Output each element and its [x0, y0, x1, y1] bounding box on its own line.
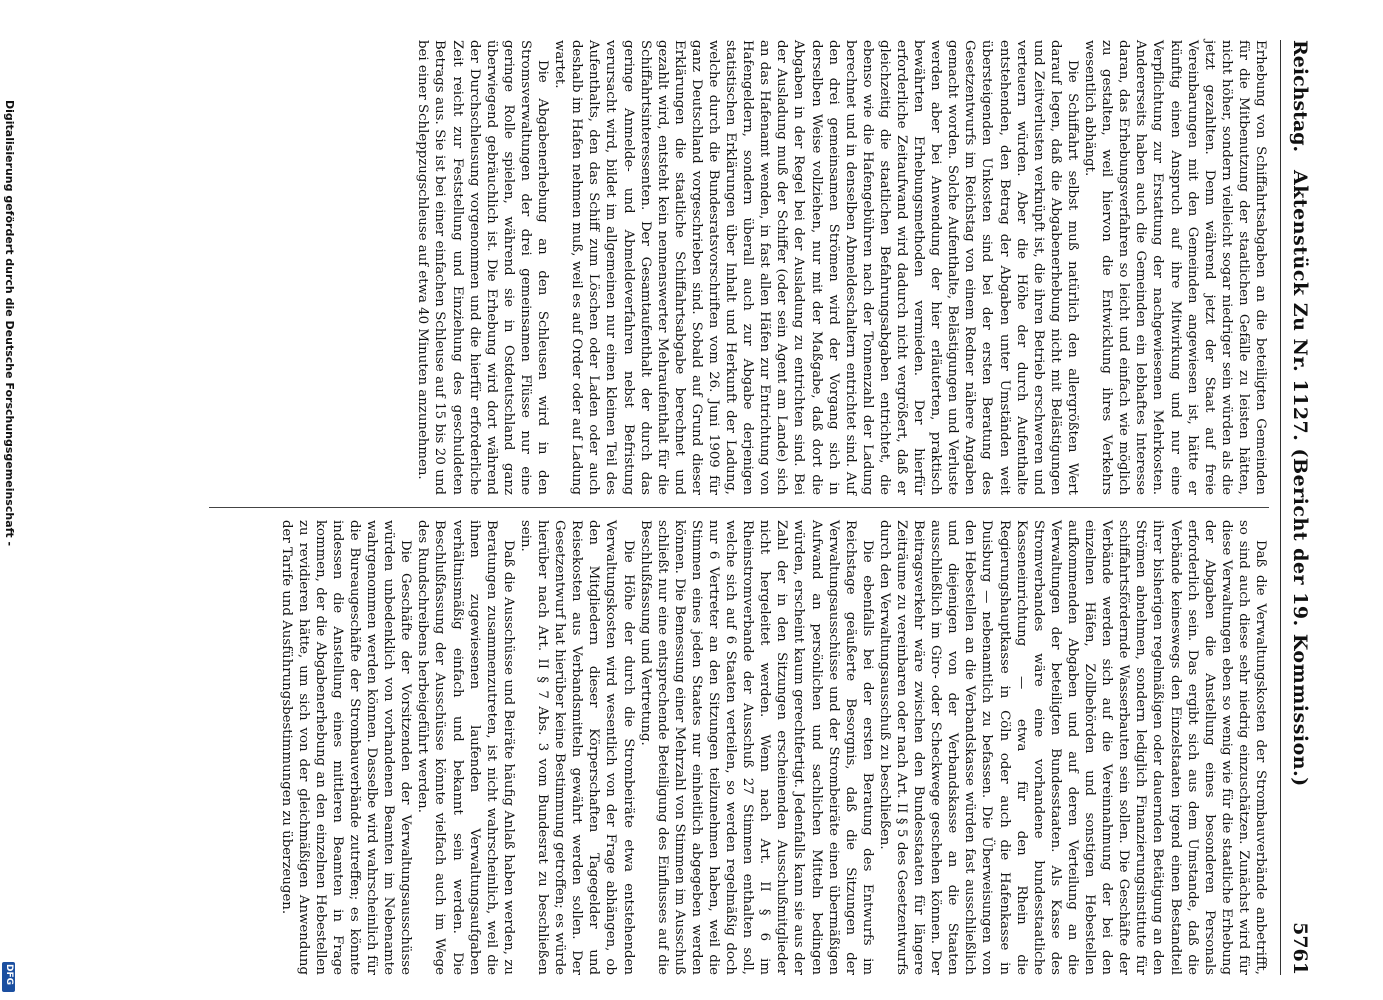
rotated-page: [155, 40, 1315, 975]
digitization-credit: [2, 100, 16, 1000]
header-title: Aktenstück Zu Nr. 1127.: [1289, 170, 1311, 442]
paragraph: Erhebung von Schiffahrtsabgaben an die beteiligten Gemeinden für die Mitbenutzung der staatlichen Gefälle zu leisten hätten, nicht höher, sondern vielleicht sogar niedriger sein würden als die jetzt gezahlten. Denn während jetzt der Staat auf freie Vereinbarungen mit den Gemeinden angewiesen ist, hätte er künftig einen Anspruch auf ihre Mitwirkung und nur eine Verpflichtung zur Erstattung der nachgewiesenen Mehrkosten. Andererseits haben auch die Gemeinden ein lebhaftes Interesse daran, das Erhebungsverfahren so leicht und einfach wie möglich zu gestalten, weil hiervon die Entwicklung ihres Verkehrs wesentlich abhängt.: [1082, 40, 1268, 495]
paragraph: Die Schiffahrt selbst muß natürlich den allergrößten Wert darauf legen, daß die Abgabenerhebung nicht mit Belästigungen und Zeitverlusten verknüpft ist, die ihren Betrieb erschweren und verteuern würden. Aber die Höhe der durch Aufenthalte entstehenden, den Betrag der Abgaben unter Umständen weit übersteigenden Unkosten sind bei der ersten Beratung des Gesetzentwurfs im Reichstag von einem Redner nähere Angaben gemacht worden. Solche Aufenthalte, Belästigungen und Verluste werden aber bei Anwendung der hier erläuterten, praktisch bewährten Erhebungsmethoden vermieden. Der hierfür erforderliche Zeitaufwand wird dadurch nicht vergrößert, daß er gleichzeitig die staatlichen Befahrungsabgaben entrichtet, die ebenso wie die Hafengebühren nach der Tonnenzahl der Ladung berechnet und in denselben Abmeldeschaltern entrichtet sind. Auf den drei gemeinsamen Strömen wird der Vorgang sich in derselben Weise vollziehen, nur mit der Maßgabe, daß dort die Abgaben in der Regel bei der Ausladung zu entrichten sind. Bei der Ausladung muß der Schiffer (oder sein Agent am Lande) sich an das Hafenamt wenden, in fast allen Häfen zur Entrichtung von Hafengeldern, sondern überall auch zur Abgabe derjenigen statistischen Erklärungen über Inhalt und Herkunft der Ladung, welche durch die Bundesratsvorschriften vom 26. Juni 1909 für ganz Deutschland vorgeschrieben sind. Sobald auf Grund dieser Erklärungen die staatliche Schiffahrtsabgabe berechnet und gezahlt wird, entsteht kein nennenswerter Mehraufenthalt für die Schiffahrtsinteressenten. Der Gesamtaufenthalt der durch das geringe Anmelde- und Abmeldeverfahren nebst Befristung verursacht wird, bildet im allgemeinen nur einen kleinen Teil des Aufenthalts, den das Schiff zum Löschen oder Laden oder auch deshalb im Hafen nehmen muß, weil es auf Order oder auf Ladung wartet.: [552, 40, 1080, 495]
paragraph: Die Geschäfte der Vorsitzenden der Verwaltungsausschüsse würden unbedenklich von vorhandenen Beamten im Nebenamte wahrgenommen werden können. Dasselbe wird wahrscheinlich für die Bureaugeschäfte der Strombauverbände zutreffen; es könnte indessen die Anstellung eines mittleren Beamten in Frage kommen, der die Abgabenerhebung an den einzelnen Hebestellen zu revidieren hätte, um sich von der gleichmäßigen Anwendung der Tarife und Ausführungsbestimmungen zu überzeugen.: [278, 520, 414, 975]
text-column-right: [278, 520, 1269, 975]
dfg-logo-text: DFG: [4, 964, 14, 986]
paragraph: Die Abgabenerhebung an den Schleusen wird in den Stromsverwaltungen der drei gemeinsamen Flüsse nur eine geringe Rolle spielen, während sie in Ostdeutschland ganz überwiegend gebräuchlich ist. Die Erhebung wird dort während der Durchschleusung vorgenommen und die hierfür erforderliche Zeit reicht zur Feststellung und Einziehung des geschuldeten Betrags aus. Sie ist bei einer einfachen Schleuse auf 15 bis 20 und bei einer Schleppzugschleuse auf etwa 40 Minuten anzunehmen.: [415, 40, 551, 495]
paragraph: Die ebenfalls bei der ersten Beratung des Entwurfs im Reichstage geäußerte Besorgnis, daß die Sitzungen der Verwaltungsausschüsse und der Strombeiräte einen übermäßigen Aufwand an persönlichen und sachlichen Mitteln bedingen würden, erscheint kaum gerechtfertigt. Jedenfalls kann sie aus der Zahl der in den Sitzungen erscheinenden Ausschußmitglieder nicht hergeleitet werden. Wenn nach Art. II § 6 im Rheinstromverbande der Ausschuß 27 Stimmen enthalten soll, welche sich auf 6 Staaten verteilen, so werden regelmäßig doch nur 6 Vertreter an den Sitzungen teilzunehmen haben, weil die Stimmen eines jeden Staates nur einheitlich abgegeben werden können. Die Bemessung einer Mehrzahl von Stimmen im Ausschuß schließt nur eine entsprechende Beteiligung des Einflusses auf die Beschlußfassung und Vertretung.: [637, 520, 875, 975]
header-rule: [1280, 40, 1281, 975]
header-paren: (Bericht der 19. Kommission.): [1289, 448, 1311, 787]
paragraph: Daß die Verwaltungskosten der Strombauverbände anbetrifft, so sind auch diese sehr niedrig einzuschätzen. Zunächst wird für diese Verwaltungen eben so wenig wie für die staatliche Erhebung der Abgaben die Anstellung eines besonderen Personals erforderlich sein. Das ergibt sich aus dem Umstande, daß die Verbände keineswegs den Einzelstaaten irgend einen Bestandteil ihrer bisherigen regelmäßigen oder dauernden Betätigung an den Strömen abnehmen, sondern lediglich Finanzierungsinstitute für schiffahrtsfördernde Wasserbauten sein sollen. Die Geschäfte der Verbände werden sich auf die Vereinnahmung der bei den einzelnen Häfen, Zollbehörden und sonstigen Hebestellen aufkommenden Abgaben und auf deren Verteilung an die Verwaltungen der beteiligten Bundesstaaten. Als Kasse des Stromverbandes wäre eine vorhandene bundesstaatliche Kasseneinrichtung — etwa für den Rhein die Regierungshauptkasse in Cöln oder auch die Hafenkasse in Duisburg — nebenamtlich zu befassen. Die Überweisungen von den Hebestellen an die Verbandskasse würden fast ausschließlich und diejenigen von der Verbandskasse an die Staaten ausschließlich im Giro- oder Scheckwege geschehen können. Der Beitragsverkehr wäre zwischen den Bundesstaaten für längere Zeiträume zu vereinbaren oder nach Art. II § 5 des Gesetzentwurfs durch den Verwaltungsausschuß zu beschließen.: [876, 520, 1268, 975]
column-divider: [209, 507, 1269, 508]
paragraph: Daß die Ausschüsse und Beiräte häufig Anlaß haben werden, zu Beratungen zusammenzutreten, ist nicht wahrscheinlich, weil die ihnen zugewiesenen laufenden Verwaltungsaufgaben verhältnismäßig einfach und bekannt sein werden. Die Beschlußfassung der Ausschüsse könnte vielfach auch im Wege des Rundschreibens herbeigeführt werden.: [415, 520, 516, 975]
credit-text: Digitalisierung gefördert durch die Deutsche Forschungsgemeinschaft -: [3, 100, 16, 547]
paragraph: Die Höhe der durch die Strombeiräte etwa entstehenden Verwaltungskosten wird wesentlich von der Frage abhängen, ob den Mitgliedern dieser Körperschaften Tagegelder und Reisekosten aus Verbandsmitteln gewährt werden sollen. Der Gesetzentwurf hat hierüber keine Bestimmung getroffen; es würde hierüber nach Art. II § 7 Abs. 3 vom Bundesrat zu beschließen sein.: [517, 520, 636, 975]
text-column-left: [414, 40, 1269, 495]
header-left: Reichstag.: [1289, 40, 1311, 153]
page-header: [1281, 40, 1315, 975]
header-center: [1289, 170, 1311, 787]
page-number: 5761: [1289, 922, 1311, 975]
dfg-logo: [2, 962, 15, 992]
